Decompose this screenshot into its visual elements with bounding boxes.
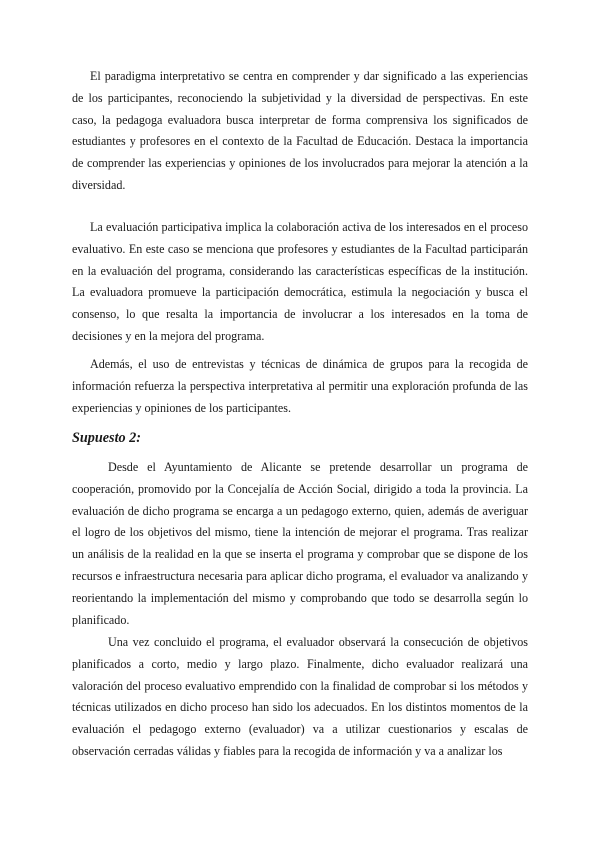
paragraph-participative-evaluation: La evaluación participativa implica la colaboración activa de los interesados en el proceso evaluativo. En este caso se menciona que profesores y estudiantes de la Facultad participarán en la evaluación del programa, considerando las características específicas de la institución. La evaluadora promueve la participación democrática, estimula la negociación y busca el consenso, lo que resalta la importancia de involucrar a los interesados en la toma de decisiones y en la mejora del programa. (72, 220, 528, 343)
paragraph-alicante-program: Desde el Ayuntamiento de Alicante se pretende desarrollar un programa de cooperación, promovido por la Concejalía de Acción Social, dirigido a toda la provincia. La evaluación de dicho programa se encarga a un pedagogo externo, quien, además de averiguar el logro de los objetivos del mismo, tiene la intención de mejorar el programa. Tras realizar un análisis de la realidad en la que se inserta el programa y comprobar que se dispone de los recursos e infraestructura necesaria para aplicar dicho programa, el evaluador va analizando y reorientando la implementación del mismo y comprobando que todo se desarrolla según lo planificado. (72, 460, 528, 627)
paragraph-interpretative-paradigm: El paradigma interpretativo se centra en comprender y dar significado a las experiencias de los participantes, reconociendo la subjetividad y la diversidad de perspectivas. En este caso, la pedagoga evaluadora busca interpretar de forma comprensiva los significados de estudiantes y profesores en el contexto de la Facultad de Educación. Destaca la importancia de comprender las experiencias y opiniones de los involucrados para mejorar la atención a la diversidad. (72, 69, 528, 192)
paragraph-interviews-techniques: Además, el uso de entrevistas y técnicas de dinámica de grupos para la recogida de información refuerza la perspectiva interpretativa al permitir una exploración profunda de las experiencias y opiniones de los participantes. (72, 357, 528, 415)
section-heading-supuesto-2: Supuesto 2: (72, 430, 141, 446)
paragraph-program-conclusion: Una vez concluido el programa, el evaluador observará la consecución de objetivos planificados a corto, medio y largo plazo. Finalmente, dicho evaluador realizará una valoración del proceso evaluativo emprendido con la finalidad de comprobar si los métodos y técnicas utilizados en dicho proceso han sido los adecuados. En los distintos momentos de la evaluación el pedagogo externo (evaluador) va a utilizar cuestionarios y escalas de observación cerradas válidas y fiables para la recogida de información y va a analizar los (72, 635, 528, 758)
